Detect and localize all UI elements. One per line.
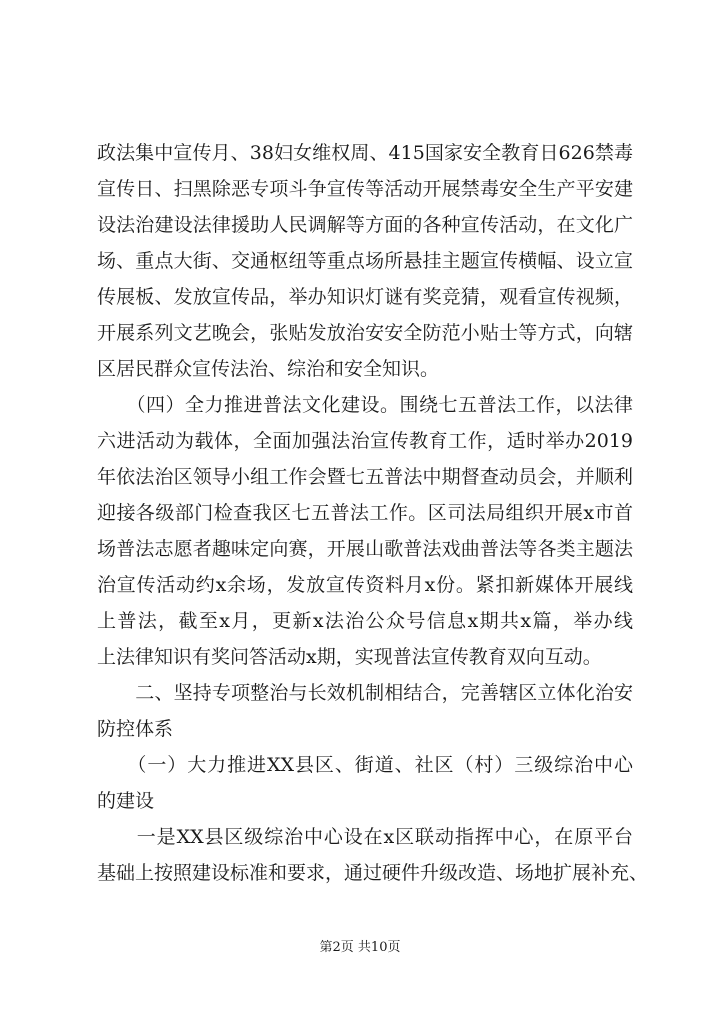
text-line: 上普法，截至x月，更新x法治公众号信息x期共x篇，举办线 [97,610,633,632]
text-line: 场、重点大街、交通枢纽等重点场所悬挂主题宣传横幅、设立宣 [97,250,633,272]
text-line: 传展板、发放宣传品，举办知识灯谜有奖竞猜，观看宣传视频， [97,286,633,308]
text-line: 迎接各级部门检查我区七五普法工作。区司法局组织开展x市首 [97,502,633,524]
text-line: 上法律知识有奖问答活动x期，实现普法宣传教育双向互动。 [97,646,602,668]
text-line: 设法治建设法律援助人民调解等方面的各种宣传活动，在文化广 [97,214,633,236]
text-line: 防控体系 [97,718,174,740]
paragraph [97,135,633,387]
page-number: 第2页 共10页 [319,940,401,955]
text-line: （四）全力推进普法文化建设。围绕七五普法工作，以法律 [97,394,633,416]
text-line: 六进活动为载体，全面加强法治宣传教育工作，适时举办2019 [97,430,633,452]
section-heading [97,675,633,747]
text-line: 基础上按照建设标准和要求，通过硬件升级改造、场地扩展补充、 [97,862,649,884]
document-body [97,135,649,891]
paragraph [97,387,633,675]
text-line: 一是XX县区级综治中心设在x区联动指挥中心，在原平台 [97,826,633,848]
text-line: 宣传日、扫黑除恶专项斗争宣传等活动开展禁毒安全生产平安建 [97,178,633,200]
text-line: （一）大力推进XX县区、街道、社区（村）三级综治中心 [97,754,633,776]
text-line: 年依法治区领导小组工作会暨七五普法中期督查动员会，并顺利 [97,466,633,488]
text-line: 开展系列文艺晚会，张贴发放治安安全防范小贴士等方式，向辖 [97,322,633,344]
subsection-heading [97,747,633,819]
text-line: 治宣传活动约x余场，发放宣传资料月x份。紧扣新媒体开展线 [97,574,633,596]
paragraph [97,819,649,891]
text-line: 场普法志愿者趣味定向赛，开展山歌普法戏曲普法等各类主题法 [97,538,633,560]
text-line: 区居民群众宣传法治、综治和安全知识。 [97,358,440,380]
text-line: 二、坚持专项整治与长效机制相结合，完善辖区立体化治安 [97,682,633,704]
text-line: 的建设 [97,790,155,812]
text-line: 政法集中宣传月、38妇女维权周、415国家安全教育日626禁毒 [97,142,633,164]
